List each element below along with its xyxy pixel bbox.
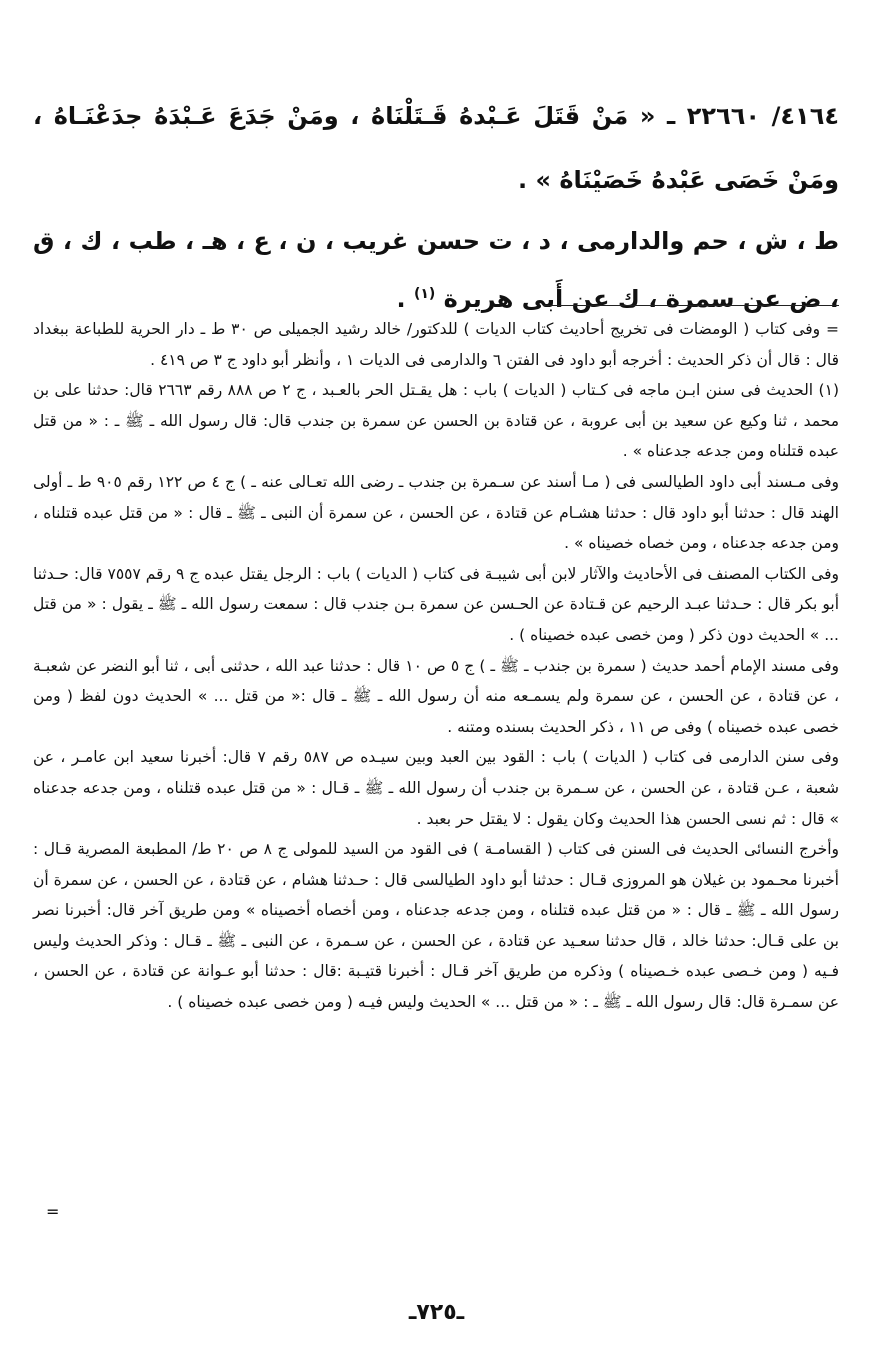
footnote-paragraph: وأخرج النسائى الحديث فى السنن فى كتاب ( القسامـة ) فى القود من السيد للمولى ج ٨ ص ٢٠ ط/ المطبعة المصرية قـال : أخبرنا محـمود بن غيلان هو المروزى قـال : حدثنا أبو داود الطيالسى قال : حـدثنا هشام ، عن قتادة ، عن الحسن ، عن سمرة أن رسول الله ـ ﷺ ـ قال : « من قتل عبده قتلناه ، ومن جدعه جدعناه ، ومن أخصاه أخصيناه » ومن طريق آخر قال: أخبرنا نصر بن على قـال: حدثنا خالد ، قال حدثنا سعـيد عن قتادة ، عن الحسن ، عن سـمرة ، عن النبى ـ ﷺ ـ قـال : وذكر الحديث وليس فـيه ( ومن خـصى عبده خـصيناه ) وذكره من طريق آخر قـال : أخبرنا قتيـبة :قال : حدثنا أبو عـوانة عن قتادة ، عن الحسن ، عن سمـرة قال: قال رسول الله ـ ﷺ ـ : « من قتل ... » الحديث وليس فيـه ( ومن خصى عبده خصيناه ) . [33,840,839,1012]
footnote-paragraph: وفى سنن الدارمى فى كتاب ( الديات ) باب : القود بين العبد وبين سيـده ص ٥٨٧ رقم ٧ قال: أخبرنا سعيد ابن عامـر ، عن شعبة ، عـن قتادة ، عن الحسن ، عن سـمرة بن جندب أن رسول الله ـ ﷺ ـ قـال : « من قتل عبده قتلناه ، ومن جدعه جدعناه » قال : ثم نسى الحسن هذا الحديث وكان يقول : لا يقتل حر بعبد . [33,748,840,828]
sources-end: . [396,285,406,313]
hadith-sources [33,212,839,328]
footnote-continuation: = وفى كتاب ( الومضات فى تخريج أحاديث كتاب الديات ) للدكتور/ خالد رشيد الجميلى ص ٣٠ ط ـ دار الحرية للطباعة ببغداد قال : قال أن ذكر الحديث : أخرجه أبو داود فى الفتن ٦ والدارمى فى الديات ١ ، وأنظر أبو داود ج ٣ ص ٤١٩ . [33,320,839,369]
footnote-divider [543,305,839,306]
footnote-paragraph: وفى مسند الإمام أحمد حديث ( سمرة بن جندب ـ ﷺ ـ ) ج ٥ ص ١٠ قال : حدثنا عبد الله ، حدثنى أبى ، ثنا أبو النضر عن شعبـة ، عن قتادة ، عن الحسن ، عن سمرة ولم يسمـعه منه أن رسول الله ـ ﷺ ـ قال :« من قتل ... » الحديث دون لفظ ( ومن خصى عبده خصيناه ) وفى ص ١١ ، ذكر الحديث بسنده ومتنه . [33,656,839,736]
hadith-body: ٤١٦٤/ ٢٢٦٦٠ ـ « مَنْ قَتَلَ عَـبْدهُ قَـتَلْنَاهُ ، ومَنْ جَدَعَ عَـبْدَهُ جدَعْنَـاهُ ، ومَنْ خَصَى عَبْدهُ خَصَيْنَاهُ » . [33,102,839,194]
footnote-paragraph: وفى الكتاب المصنف فى الأحاديث والآثار لابن أبى شيبـة فى كتاب ( الديات ) باب : الرجل يقتل عبده ج ٩ رقم ٧٥٥٧ قال: حـدثنا أبو بكر قال : حـدثنا عبـد الرحيم عن قـتادة عن الحـسن عن سمرة بـن جندب قال : سمعت رسول الله ـ ﷺ ـ يقول : « من قتل ... » الحديث دون ذكر ( ومن خصى عبده خصيناه ) . [33,564,839,644]
footnotes [33,314,839,1018]
footnote-1: (١) الحديث فى سنن ابـن ماجه فى كـتاب ( الديات ) باب : هل يقـتل الحر بالعـبد ، ج ٢ ص ٨٨٨ رقم ٢٦٦٣ قال: حدثنا على بن محمد ، ثنا وكيع عن سعيد بن أبى عروبة ، عن قتادة بن الحسن عن سمرة بن جندب قال: قال رسول الله ـ ﷺ ـ : « من قتل عبده قتلناه ومن جدعه جدعناه » . [33,381,839,461]
page-number: ـ٧٢٥ـ [408,1300,465,1325]
continuation-mark: = [46,1202,60,1221]
footnote-reference: (١) [413,286,436,302]
footnote-paragraph: وفى مـسند أبى داود الطيالسى فى ( مـا أسند عن سـمرة بن جندب ـ رضى الله تعـالى عنه ـ ) ج ٤ ص ١٢٢ رقم ٩٠٥ ط ـ أولى الهند قال : حدثنا أبو داود قال : حدثنا هشـام عن قتادة ، عن الحسن ، عن سمرة أن النبى ـ ﷺ ـ قال : « من قتل عبده قتلناه ، ومن جدعه جدعناه ، ومن خصاه خصيناه » . [33,472,839,553]
sources-text: ط ، ش ، حم والدارمى ، د ، ت حسن غريب ، ن ، ع ، هـ ، طب ، ك ، ق ، ض عن سمرة ، ك عن أَبى هريرة [33,227,839,313]
main-text [33,84,839,328]
hadith-text [33,84,839,212]
